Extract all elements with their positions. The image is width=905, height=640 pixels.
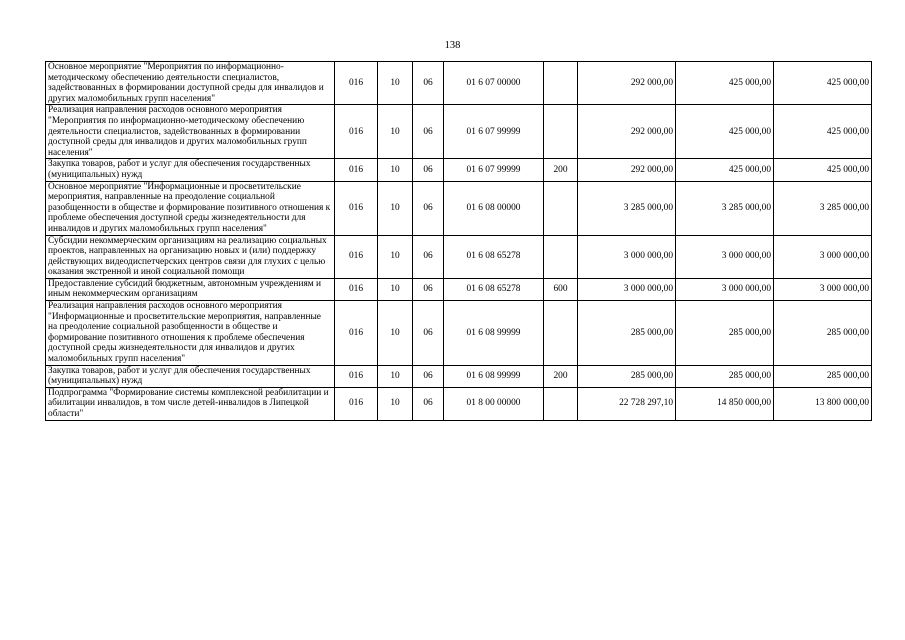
row-subsection-code: 06 (413, 105, 444, 159)
row-expense-type (544, 62, 578, 105)
row-grbs-code: 016 (335, 235, 378, 278)
row-expense-type (544, 301, 578, 366)
row-section-code: 10 (378, 159, 413, 181)
row-subsection-code: 06 (413, 159, 444, 181)
row-section-code: 10 (378, 105, 413, 159)
row-subsection-code: 06 (413, 62, 444, 105)
row-amount-year-3: 3 285 000,00 (774, 181, 872, 235)
row-expense-type: 600 (544, 278, 578, 300)
row-amount-year-3: 425 000,00 (774, 159, 872, 181)
row-target-article: 01 8 00 00000 (444, 387, 544, 420)
row-section-code: 10 (378, 365, 413, 387)
table-row (46, 181, 872, 235)
page-number: 138 (444, 40, 461, 51)
row-amount-year-1: 285 000,00 (578, 301, 676, 366)
table-row (46, 365, 872, 387)
row-description: Реализация направления расходов основного мероприятия "Информационные и просветительские мероприятия, направленные на преодоление социальной разобщенности в обществе и формирование позитивного отношения к проблеме обеспечения доступной среды жизнедеятельности для инвалидов и других маломобильных групп населения" (46, 301, 335, 366)
row-expense-type (544, 387, 578, 420)
row-description: Основное мероприятие "Мероприятия по информационно-методическому обеспечению деятельности специалистов, задействованных в формировании доступной среды для инвалидов и других маломобильных групп населения" (46, 62, 335, 105)
row-amount-year-1: 3 285 000,00 (578, 181, 676, 235)
row-amount-year-3: 285 000,00 (774, 365, 872, 387)
row-grbs-code: 016 (335, 365, 378, 387)
row-amount-year-2: 3 000 000,00 (676, 235, 774, 278)
row-subsection-code: 06 (413, 301, 444, 366)
row-target-article: 01 6 08 99999 (444, 365, 544, 387)
row-target-article: 01 6 08 00000 (444, 181, 544, 235)
row-target-article: 01 6 08 65278 (444, 278, 544, 300)
row-amount-year-1: 3 000 000,00 (578, 235, 676, 278)
row-grbs-code: 016 (335, 301, 378, 366)
row-description: Предоставление субсидий бюджетным, автономным учреждениям и иным некоммерческим организациям (46, 278, 335, 300)
table-row (46, 159, 872, 181)
row-grbs-code: 016 (335, 62, 378, 105)
table-row (46, 62, 872, 105)
row-amount-year-2: 425 000,00 (676, 62, 774, 105)
table-row (46, 301, 872, 366)
row-grbs-code: 016 (335, 159, 378, 181)
row-description: Субсидии некоммерческим организациям на реализацию социальных проектов, направленных на организацию новых и (или) поддержку действующих видеодиспетчерских центров связи для глухих с целью оказания экстренной и иной социальной помощи (46, 235, 335, 278)
row-expense-type: 200 (544, 365, 578, 387)
row-section-code: 10 (378, 235, 413, 278)
row-target-article: 01 6 07 99999 (444, 105, 544, 159)
row-amount-year-3: 285 000,00 (774, 301, 872, 366)
table-body (46, 62, 872, 421)
row-grbs-code: 016 (335, 278, 378, 300)
row-amount-year-1: 292 000,00 (578, 105, 676, 159)
row-section-code: 10 (378, 387, 413, 420)
table-row (46, 105, 872, 159)
row-amount-year-2: 3 285 000,00 (676, 181, 774, 235)
row-amount-year-2: 14 850 000,00 (676, 387, 774, 420)
row-amount-year-3: 3 000 000,00 (774, 278, 872, 300)
row-amount-year-2: 285 000,00 (676, 365, 774, 387)
row-expense-type (544, 105, 578, 159)
row-expense-type: 200 (544, 159, 578, 181)
row-expense-type (544, 181, 578, 235)
row-amount-year-1: 3 000 000,00 (578, 278, 676, 300)
row-amount-year-1: 285 000,00 (578, 365, 676, 387)
row-subsection-code: 06 (413, 278, 444, 300)
row-amount-year-3: 425 000,00 (774, 62, 872, 105)
row-expense-type (544, 235, 578, 278)
row-amount-year-2: 3 000 000,00 (676, 278, 774, 300)
row-amount-year-3: 3 000 000,00 (774, 235, 872, 278)
row-section-code: 10 (378, 62, 413, 105)
row-amount-year-1: 22 728 297,10 (578, 387, 676, 420)
row-description: Реализация направления расходов основного мероприятия "Мероприятия по информационно-методическому обеспечению деятельности специалистов, задействованных в формировании доступной среды для инвалидов и других маломобильных групп населения" (46, 105, 335, 159)
row-description: Подпрограмма "Формирование системы комплексной реабилитации и абилитации инвалидов, в том числе детей-инвалидов в Липецкой области" (46, 387, 335, 420)
row-amount-year-1: 292 000,00 (578, 159, 676, 181)
row-amount-year-2: 425 000,00 (676, 105, 774, 159)
row-description: Закупка товаров, работ и услуг для обеспечения государственных (муниципальных) нужд (46, 365, 335, 387)
row-amount-year-1: 292 000,00 (578, 62, 676, 105)
budget-table (45, 61, 872, 421)
row-grbs-code: 016 (335, 105, 378, 159)
row-amount-year-2: 425 000,00 (676, 159, 774, 181)
row-amount-year-3: 425 000,00 (774, 105, 872, 159)
row-description: Основное мероприятие "Информационные и просветительские мероприятия, направленные на преодоление социальной разобщенности в обществе и формирование позитивного отношения к проблеме обеспечения доступной среды жизнедеятельности для инвалидов и других маломобильных групп населения" (46, 181, 335, 235)
table-row (46, 387, 872, 420)
row-grbs-code: 016 (335, 387, 378, 420)
row-amount-year-2: 285 000,00 (676, 301, 774, 366)
row-section-code: 10 (378, 278, 413, 300)
row-target-article: 01 6 08 65278 (444, 235, 544, 278)
row-subsection-code: 06 (413, 181, 444, 235)
row-subsection-code: 06 (413, 387, 444, 420)
row-target-article: 01 6 08 99999 (444, 301, 544, 366)
table-row (46, 235, 872, 278)
row-section-code: 10 (378, 181, 413, 235)
row-subsection-code: 06 (413, 365, 444, 387)
row-target-article: 01 6 07 00000 (444, 62, 544, 105)
row-target-article: 01 6 07 99999 (444, 159, 544, 181)
row-section-code: 10 (378, 301, 413, 366)
row-subsection-code: 06 (413, 235, 444, 278)
row-amount-year-3: 13 800 000,00 (774, 387, 872, 420)
row-grbs-code: 016 (335, 181, 378, 235)
row-description: Закупка товаров, работ и услуг для обеспечения государственных (муниципальных) нужд (46, 159, 335, 181)
table-row (46, 278, 872, 300)
